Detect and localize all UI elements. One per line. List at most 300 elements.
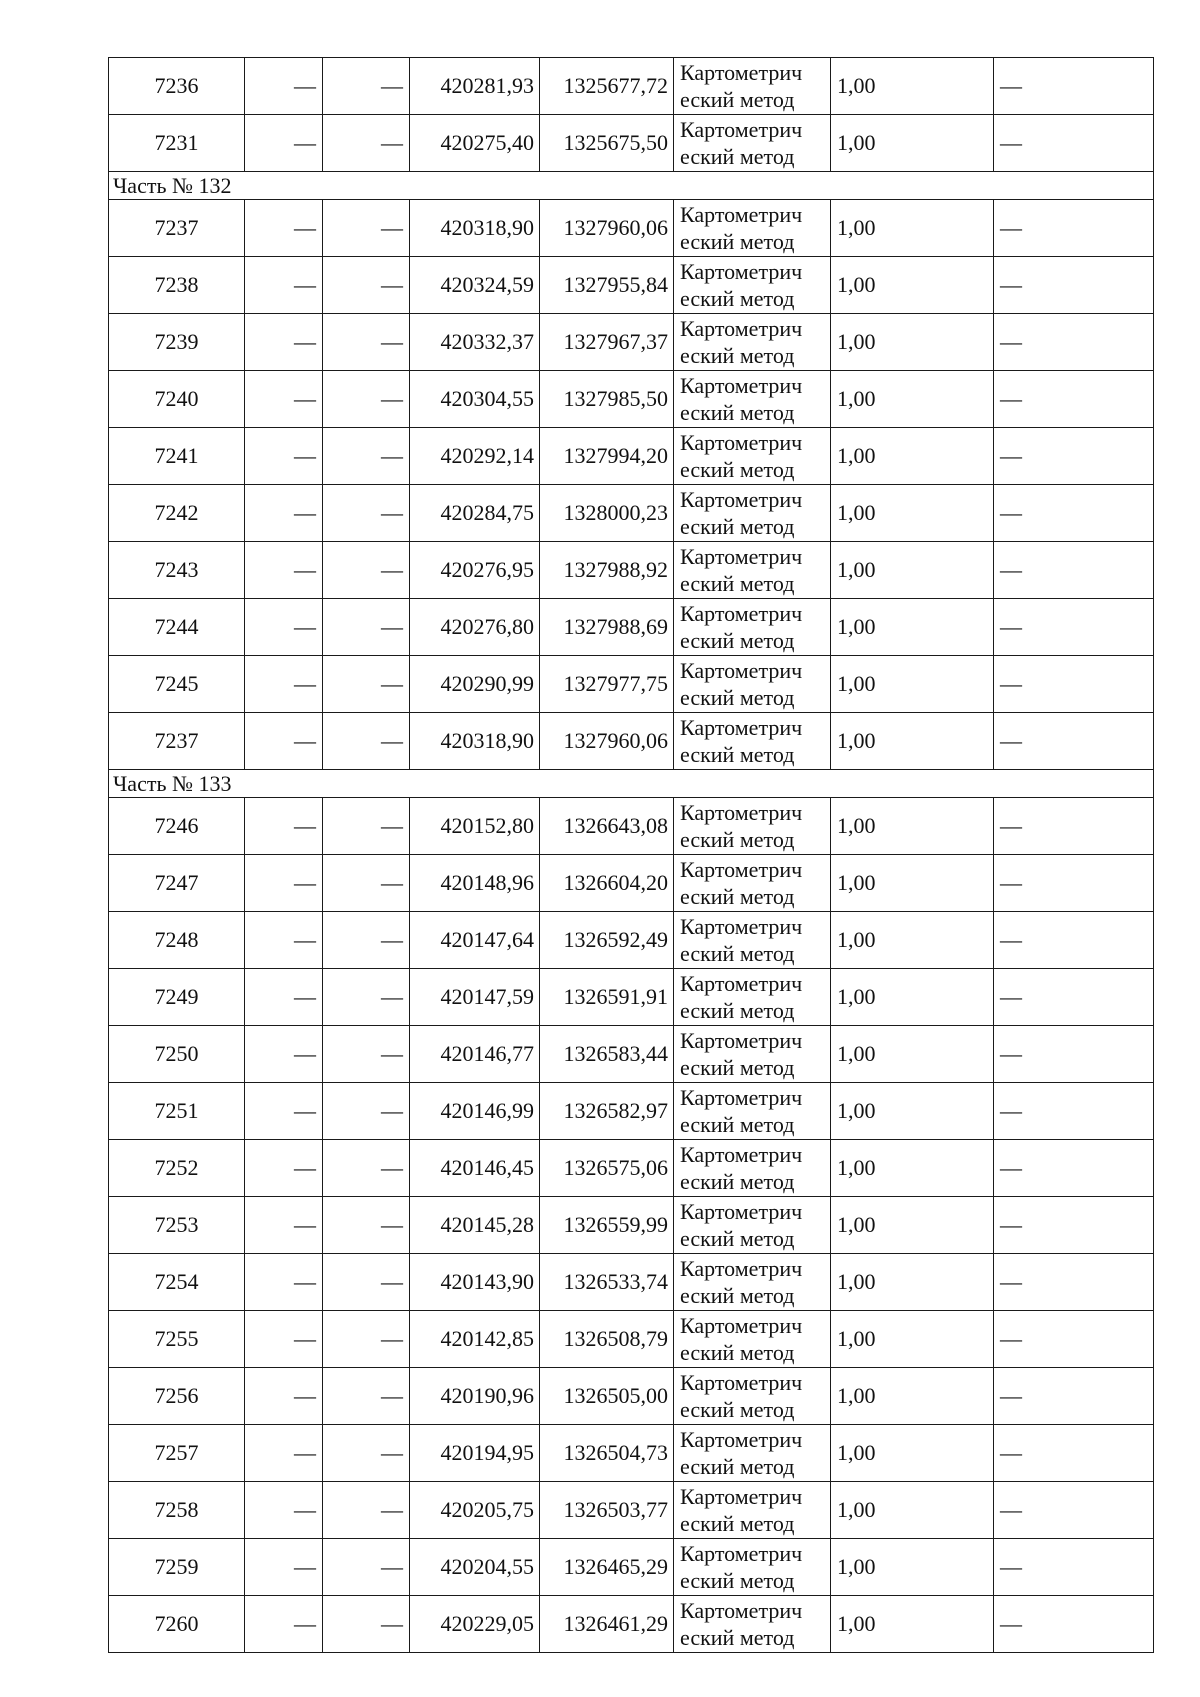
- section-header-row: [109, 770, 1154, 798]
- point-number-cell: 7236: [109, 58, 245, 115]
- y-coordinate-cell: 1326575,06: [540, 1140, 674, 1197]
- method-text-line1: Картометрич: [680, 1256, 803, 1281]
- point-number-cell: 7250: [109, 1026, 245, 1083]
- description-cell: —: [994, 485, 1154, 542]
- section-title: Часть № 133: [109, 770, 1154, 798]
- method-text-line2: еский метод: [680, 514, 795, 539]
- accuracy-cell: 1,00: [831, 1254, 994, 1311]
- description-cell: —: [994, 1140, 1154, 1197]
- method-cell: [674, 1254, 831, 1311]
- method-text-line1: Картометрич: [680, 1427, 803, 1452]
- method-text-line2: еский метод: [680, 884, 795, 909]
- empty-value-cell: —: [323, 428, 410, 485]
- empty-value-cell: —: [323, 257, 410, 314]
- empty-value-cell: —: [323, 58, 410, 115]
- x-coordinate-cell: 420304,55: [410, 371, 540, 428]
- empty-value-cell: —: [245, 542, 323, 599]
- table-row: [109, 58, 1154, 115]
- method-cell: [674, 855, 831, 912]
- method-cell: [674, 542, 831, 599]
- y-coordinate-cell: 1326504,73: [540, 1425, 674, 1482]
- point-number-cell: 7242: [109, 485, 245, 542]
- method-text-line2: еский метод: [680, 1283, 795, 1308]
- description-cell: —: [994, 1425, 1154, 1482]
- table-row: [109, 1482, 1154, 1539]
- x-coordinate-cell: 420290,99: [410, 656, 540, 713]
- empty-value-cell: —: [245, 1254, 323, 1311]
- point-number-cell: 7258: [109, 1482, 245, 1539]
- accuracy-cell: 1,00: [831, 428, 994, 485]
- empty-value-cell: —: [245, 1140, 323, 1197]
- description-cell: —: [994, 1596, 1154, 1653]
- table-row: [109, 1368, 1154, 1425]
- empty-value-cell: —: [245, 1026, 323, 1083]
- table-row: [109, 1596, 1154, 1653]
- y-coordinate-cell: 1325675,50: [540, 115, 674, 172]
- empty-value-cell: —: [245, 855, 323, 912]
- method-cell: [674, 257, 831, 314]
- point-number-cell: 7237: [109, 200, 245, 257]
- method-cell: [674, 713, 831, 770]
- point-number-cell: 7253: [109, 1197, 245, 1254]
- method-cell: [674, 798, 831, 855]
- table-row: [109, 1026, 1154, 1083]
- point-number-cell: 7255: [109, 1311, 245, 1368]
- x-coordinate-cell: 420152,80: [410, 798, 540, 855]
- x-coordinate-cell: 420318,90: [410, 200, 540, 257]
- method-cell: [674, 1425, 831, 1482]
- method-text-line1: Картометрич: [680, 1142, 803, 1167]
- method-cell: [674, 1083, 831, 1140]
- x-coordinate-cell: 420276,95: [410, 542, 540, 599]
- accuracy-cell: 1,00: [831, 1368, 994, 1425]
- method-text-line1: Картометрич: [680, 658, 803, 683]
- empty-value-cell: —: [245, 912, 323, 969]
- description-cell: —: [994, 656, 1154, 713]
- method-text-line1: Картометрич: [680, 202, 803, 227]
- method-cell: [674, 969, 831, 1026]
- table-row: [109, 314, 1154, 371]
- description-cell: —: [994, 798, 1154, 855]
- description-cell: —: [994, 371, 1154, 428]
- empty-value-cell: —: [245, 58, 323, 115]
- method-text-line1: Картометрич: [680, 914, 803, 939]
- y-coordinate-cell: 1327967,37: [540, 314, 674, 371]
- y-coordinate-cell: 1326505,00: [540, 1368, 674, 1425]
- method-text-line2: еский метод: [680, 742, 795, 767]
- y-coordinate-cell: 1327988,92: [540, 542, 674, 599]
- method-text-line2: еский метод: [680, 685, 795, 710]
- empty-value-cell: —: [245, 1596, 323, 1653]
- method-text-line1: Картометрич: [680, 544, 803, 569]
- method-cell: [674, 200, 831, 257]
- method-cell: [674, 1596, 831, 1653]
- table-row: [109, 485, 1154, 542]
- y-coordinate-cell: 1326583,44: [540, 1026, 674, 1083]
- empty-value-cell: —: [323, 912, 410, 969]
- method-text-line2: еский метод: [680, 87, 795, 112]
- y-coordinate-cell: 1326592,49: [540, 912, 674, 969]
- table-row: [109, 1083, 1154, 1140]
- accuracy-cell: 1,00: [831, 1026, 994, 1083]
- y-coordinate-cell: 1326604,20: [540, 855, 674, 912]
- x-coordinate-cell: 420142,85: [410, 1311, 540, 1368]
- accuracy-cell: 1,00: [831, 115, 994, 172]
- empty-value-cell: —: [323, 115, 410, 172]
- y-coordinate-cell: 1326508,79: [540, 1311, 674, 1368]
- accuracy-cell: 1,00: [831, 912, 994, 969]
- empty-value-cell: —: [323, 599, 410, 656]
- y-coordinate-cell: 1326465,29: [540, 1539, 674, 1596]
- method-text-line1: Картометрич: [680, 430, 803, 455]
- accuracy-cell: 1,00: [831, 58, 994, 115]
- point-number-cell: 7244: [109, 599, 245, 656]
- method-cell: [674, 656, 831, 713]
- description-cell: —: [994, 200, 1154, 257]
- method-cell: [674, 912, 831, 969]
- point-number-cell: 7259: [109, 1539, 245, 1596]
- method-text-line1: Картометрич: [680, 1598, 803, 1623]
- method-text-line2: еский метод: [680, 1169, 795, 1194]
- empty-value-cell: —: [245, 599, 323, 656]
- y-coordinate-cell: 1327994,20: [540, 428, 674, 485]
- y-coordinate-cell: 1327960,06: [540, 200, 674, 257]
- section-header-row: [109, 172, 1154, 200]
- empty-value-cell: —: [323, 371, 410, 428]
- method-text-line1: Картометрич: [680, 373, 803, 398]
- method-text-line1: Картометрич: [680, 259, 803, 284]
- empty-value-cell: —: [323, 1311, 410, 1368]
- y-coordinate-cell: 1327955,84: [540, 257, 674, 314]
- empty-value-cell: —: [245, 1425, 323, 1482]
- x-coordinate-cell: 420146,77: [410, 1026, 540, 1083]
- accuracy-cell: 1,00: [831, 542, 994, 599]
- method-text-line1: Картометрич: [680, 487, 803, 512]
- y-coordinate-cell: 1326643,08: [540, 798, 674, 855]
- empty-value-cell: —: [323, 542, 410, 599]
- accuracy-cell: 1,00: [831, 1083, 994, 1140]
- method-cell: [674, 428, 831, 485]
- table-row: [109, 656, 1154, 713]
- method-text-line1: Картометрич: [680, 1313, 803, 1338]
- point-number-cell: 7249: [109, 969, 245, 1026]
- description-cell: —: [994, 1539, 1154, 1596]
- method-cell: [674, 485, 831, 542]
- empty-value-cell: —: [323, 1254, 410, 1311]
- y-coordinate-cell: 1327988,69: [540, 599, 674, 656]
- empty-value-cell: —: [245, 200, 323, 257]
- empty-value-cell: —: [323, 1482, 410, 1539]
- method-text-line2: еский метод: [680, 343, 795, 368]
- method-cell: [674, 1539, 831, 1596]
- point-number-cell: 7239: [109, 314, 245, 371]
- empty-value-cell: —: [323, 1539, 410, 1596]
- method-text-line1: Картометрич: [680, 1028, 803, 1053]
- accuracy-cell: 1,00: [831, 314, 994, 371]
- accuracy-cell: 1,00: [831, 1425, 994, 1482]
- method-text-line1: Картометрич: [680, 601, 803, 626]
- method-text-line1: Картометрич: [680, 800, 803, 825]
- description-cell: —: [994, 1368, 1154, 1425]
- description-cell: —: [994, 257, 1154, 314]
- table-row: [109, 428, 1154, 485]
- method-text-line2: еский метод: [680, 286, 795, 311]
- empty-value-cell: —: [245, 713, 323, 770]
- method-text-line2: еский метод: [680, 229, 795, 254]
- y-coordinate-cell: 1326559,99: [540, 1197, 674, 1254]
- method-text-line1: Картометрич: [680, 316, 803, 341]
- accuracy-cell: 1,00: [831, 485, 994, 542]
- empty-value-cell: —: [245, 969, 323, 1026]
- y-coordinate-cell: 1326461,29: [540, 1596, 674, 1653]
- accuracy-cell: 1,00: [831, 1539, 994, 1596]
- x-coordinate-cell: 420324,59: [410, 257, 540, 314]
- method-text-line1: Картометрич: [680, 60, 803, 85]
- empty-value-cell: —: [245, 656, 323, 713]
- empty-value-cell: —: [245, 314, 323, 371]
- y-coordinate-cell: 1326533,74: [540, 1254, 674, 1311]
- empty-value-cell: —: [323, 656, 410, 713]
- method-cell: [674, 1026, 831, 1083]
- table-row: [109, 912, 1154, 969]
- table-row: [109, 200, 1154, 257]
- x-coordinate-cell: 420145,28: [410, 1197, 540, 1254]
- description-cell: —: [994, 115, 1154, 172]
- y-coordinate-cell: 1326582,97: [540, 1083, 674, 1140]
- accuracy-cell: 1,00: [831, 1197, 994, 1254]
- empty-value-cell: —: [323, 485, 410, 542]
- empty-value-cell: —: [245, 428, 323, 485]
- table-row: [109, 1254, 1154, 1311]
- description-cell: —: [994, 599, 1154, 656]
- method-text-line1: Картометрич: [680, 1199, 803, 1224]
- accuracy-cell: 1,00: [831, 713, 994, 770]
- accuracy-cell: 1,00: [831, 1140, 994, 1197]
- description-cell: —: [994, 1254, 1154, 1311]
- accuracy-cell: 1,00: [831, 257, 994, 314]
- x-coordinate-cell: 420332,37: [410, 314, 540, 371]
- empty-value-cell: —: [323, 1026, 410, 1083]
- method-text-line1: Картометрич: [680, 117, 803, 142]
- table-row: [109, 1311, 1154, 1368]
- y-coordinate-cell: 1325677,72: [540, 58, 674, 115]
- empty-value-cell: —: [245, 1083, 323, 1140]
- table-row: [109, 599, 1154, 656]
- empty-value-cell: —: [323, 1197, 410, 1254]
- method-text-line2: еский метод: [680, 827, 795, 852]
- description-cell: —: [994, 1311, 1154, 1368]
- x-coordinate-cell: 420204,55: [410, 1539, 540, 1596]
- x-coordinate-cell: 420148,96: [410, 855, 540, 912]
- accuracy-cell: 1,00: [831, 371, 994, 428]
- method-text-line1: Картометрич: [680, 715, 803, 740]
- point-number-cell: 7247: [109, 855, 245, 912]
- point-number-cell: 7245: [109, 656, 245, 713]
- table-row: [109, 855, 1154, 912]
- method-text-line2: еский метод: [680, 1055, 795, 1080]
- empty-value-cell: —: [323, 1368, 410, 1425]
- table-row: [109, 542, 1154, 599]
- accuracy-cell: 1,00: [831, 798, 994, 855]
- x-coordinate-cell: 420146,45: [410, 1140, 540, 1197]
- point-number-cell: 7243: [109, 542, 245, 599]
- table-row: [109, 1425, 1154, 1482]
- accuracy-cell: 1,00: [831, 200, 994, 257]
- method-text-line2: еский метод: [680, 400, 795, 425]
- table-row: [109, 713, 1154, 770]
- method-cell: [674, 1140, 831, 1197]
- method-text-line1: Картометрич: [680, 1370, 803, 1395]
- x-coordinate-cell: 420318,90: [410, 713, 540, 770]
- table-row: [109, 115, 1154, 172]
- description-cell: —: [994, 855, 1154, 912]
- point-number-cell: 7240: [109, 371, 245, 428]
- empty-value-cell: —: [245, 257, 323, 314]
- method-text-line2: еский метод: [680, 1397, 795, 1422]
- empty-value-cell: —: [323, 1140, 410, 1197]
- x-coordinate-cell: 420143,90: [410, 1254, 540, 1311]
- empty-value-cell: —: [245, 1482, 323, 1539]
- empty-value-cell: —: [323, 1083, 410, 1140]
- method-text-line2: еский метод: [680, 1112, 795, 1137]
- method-text-line2: еский метод: [680, 1625, 795, 1650]
- table-row: [109, 371, 1154, 428]
- empty-value-cell: —: [245, 1197, 323, 1254]
- section-title: Часть № 132: [109, 172, 1154, 200]
- x-coordinate-cell: 420146,99: [410, 1083, 540, 1140]
- point-number-cell: 7231: [109, 115, 245, 172]
- description-cell: —: [994, 314, 1154, 371]
- point-number-cell: 7254: [109, 1254, 245, 1311]
- table-row: [109, 1140, 1154, 1197]
- table-row: [109, 1539, 1154, 1596]
- accuracy-cell: 1,00: [831, 1311, 994, 1368]
- method-text-line2: еский метод: [680, 1568, 795, 1593]
- method-cell: [674, 1368, 831, 1425]
- method-text-line2: еский метод: [680, 1226, 795, 1251]
- description-cell: —: [994, 542, 1154, 599]
- method-text-line1: Картометрич: [680, 971, 803, 996]
- empty-value-cell: —: [245, 115, 323, 172]
- accuracy-cell: 1,00: [831, 656, 994, 713]
- empty-value-cell: —: [245, 485, 323, 542]
- empty-value-cell: —: [323, 713, 410, 770]
- description-cell: —: [994, 1197, 1154, 1254]
- empty-value-cell: —: [323, 969, 410, 1026]
- y-coordinate-cell: 1328000,23: [540, 485, 674, 542]
- method-text-line1: Картометрич: [680, 857, 803, 882]
- accuracy-cell: 1,00: [831, 855, 994, 912]
- x-coordinate-cell: 420205,75: [410, 1482, 540, 1539]
- y-coordinate-cell: 1327960,06: [540, 713, 674, 770]
- method-text-line2: еский метод: [680, 457, 795, 482]
- accuracy-cell: 1,00: [831, 969, 994, 1026]
- table-row: [109, 798, 1154, 855]
- point-number-cell: 7248: [109, 912, 245, 969]
- y-coordinate-cell: 1327985,50: [540, 371, 674, 428]
- x-coordinate-cell: 420147,64: [410, 912, 540, 969]
- empty-value-cell: —: [323, 200, 410, 257]
- description-cell: —: [994, 1083, 1154, 1140]
- point-number-cell: 7238: [109, 257, 245, 314]
- method-cell: [674, 58, 831, 115]
- point-number-cell: 7246: [109, 798, 245, 855]
- empty-value-cell: —: [245, 1368, 323, 1425]
- empty-value-cell: —: [245, 371, 323, 428]
- description-cell: —: [994, 58, 1154, 115]
- method-text-line2: еский метод: [680, 1511, 795, 1536]
- empty-value-cell: —: [323, 1596, 410, 1653]
- method-cell: [674, 1197, 831, 1254]
- method-text-line2: еский метод: [680, 628, 795, 653]
- method-cell: [674, 599, 831, 656]
- y-coordinate-cell: 1326591,91: [540, 969, 674, 1026]
- empty-value-cell: —: [323, 314, 410, 371]
- point-number-cell: 7252: [109, 1140, 245, 1197]
- table-row: [109, 969, 1154, 1026]
- point-number-cell: 7256: [109, 1368, 245, 1425]
- description-cell: —: [994, 1026, 1154, 1083]
- description-cell: —: [994, 1482, 1154, 1539]
- table-body: [109, 58, 1154, 1653]
- description-cell: —: [994, 912, 1154, 969]
- point-number-cell: 7237: [109, 713, 245, 770]
- x-coordinate-cell: 420284,75: [410, 485, 540, 542]
- method-cell: [674, 1482, 831, 1539]
- empty-value-cell: —: [323, 1425, 410, 1482]
- method-text-line2: еский метод: [680, 1340, 795, 1365]
- method-text-line1: Картометрич: [680, 1484, 803, 1509]
- coordinates-table: [108, 57, 1154, 1653]
- x-coordinate-cell: 420190,96: [410, 1368, 540, 1425]
- accuracy-cell: 1,00: [831, 1596, 994, 1653]
- table-row: [109, 1197, 1154, 1254]
- x-coordinate-cell: 420194,95: [410, 1425, 540, 1482]
- empty-value-cell: —: [245, 1311, 323, 1368]
- description-cell: —: [994, 969, 1154, 1026]
- method-cell: [674, 314, 831, 371]
- method-text-line2: еский метод: [680, 1454, 795, 1479]
- table-row: [109, 257, 1154, 314]
- description-cell: —: [994, 428, 1154, 485]
- method-text-line1: Картометрич: [680, 1085, 803, 1110]
- x-coordinate-cell: 420147,59: [410, 969, 540, 1026]
- x-coordinate-cell: 420281,93: [410, 58, 540, 115]
- description-cell: —: [994, 713, 1154, 770]
- method-text-line2: еский метод: [680, 941, 795, 966]
- point-number-cell: 7241: [109, 428, 245, 485]
- method-text-line2: еский метод: [680, 998, 795, 1023]
- x-coordinate-cell: 420275,40: [410, 115, 540, 172]
- y-coordinate-cell: 1327977,75: [540, 656, 674, 713]
- empty-value-cell: —: [245, 798, 323, 855]
- empty-value-cell: —: [323, 855, 410, 912]
- accuracy-cell: 1,00: [831, 599, 994, 656]
- empty-value-cell: —: [245, 1539, 323, 1596]
- method-cell: [674, 371, 831, 428]
- empty-value-cell: —: [323, 798, 410, 855]
- x-coordinate-cell: 420229,05: [410, 1596, 540, 1653]
- point-number-cell: 7260: [109, 1596, 245, 1653]
- point-number-cell: 7257: [109, 1425, 245, 1482]
- y-coordinate-cell: 1326503,77: [540, 1482, 674, 1539]
- method-cell: [674, 115, 831, 172]
- method-text-line2: еский метод: [680, 144, 795, 169]
- x-coordinate-cell: 420292,14: [410, 428, 540, 485]
- x-coordinate-cell: 420276,80: [410, 599, 540, 656]
- method-cell: [674, 1311, 831, 1368]
- method-text-line2: еский метод: [680, 571, 795, 596]
